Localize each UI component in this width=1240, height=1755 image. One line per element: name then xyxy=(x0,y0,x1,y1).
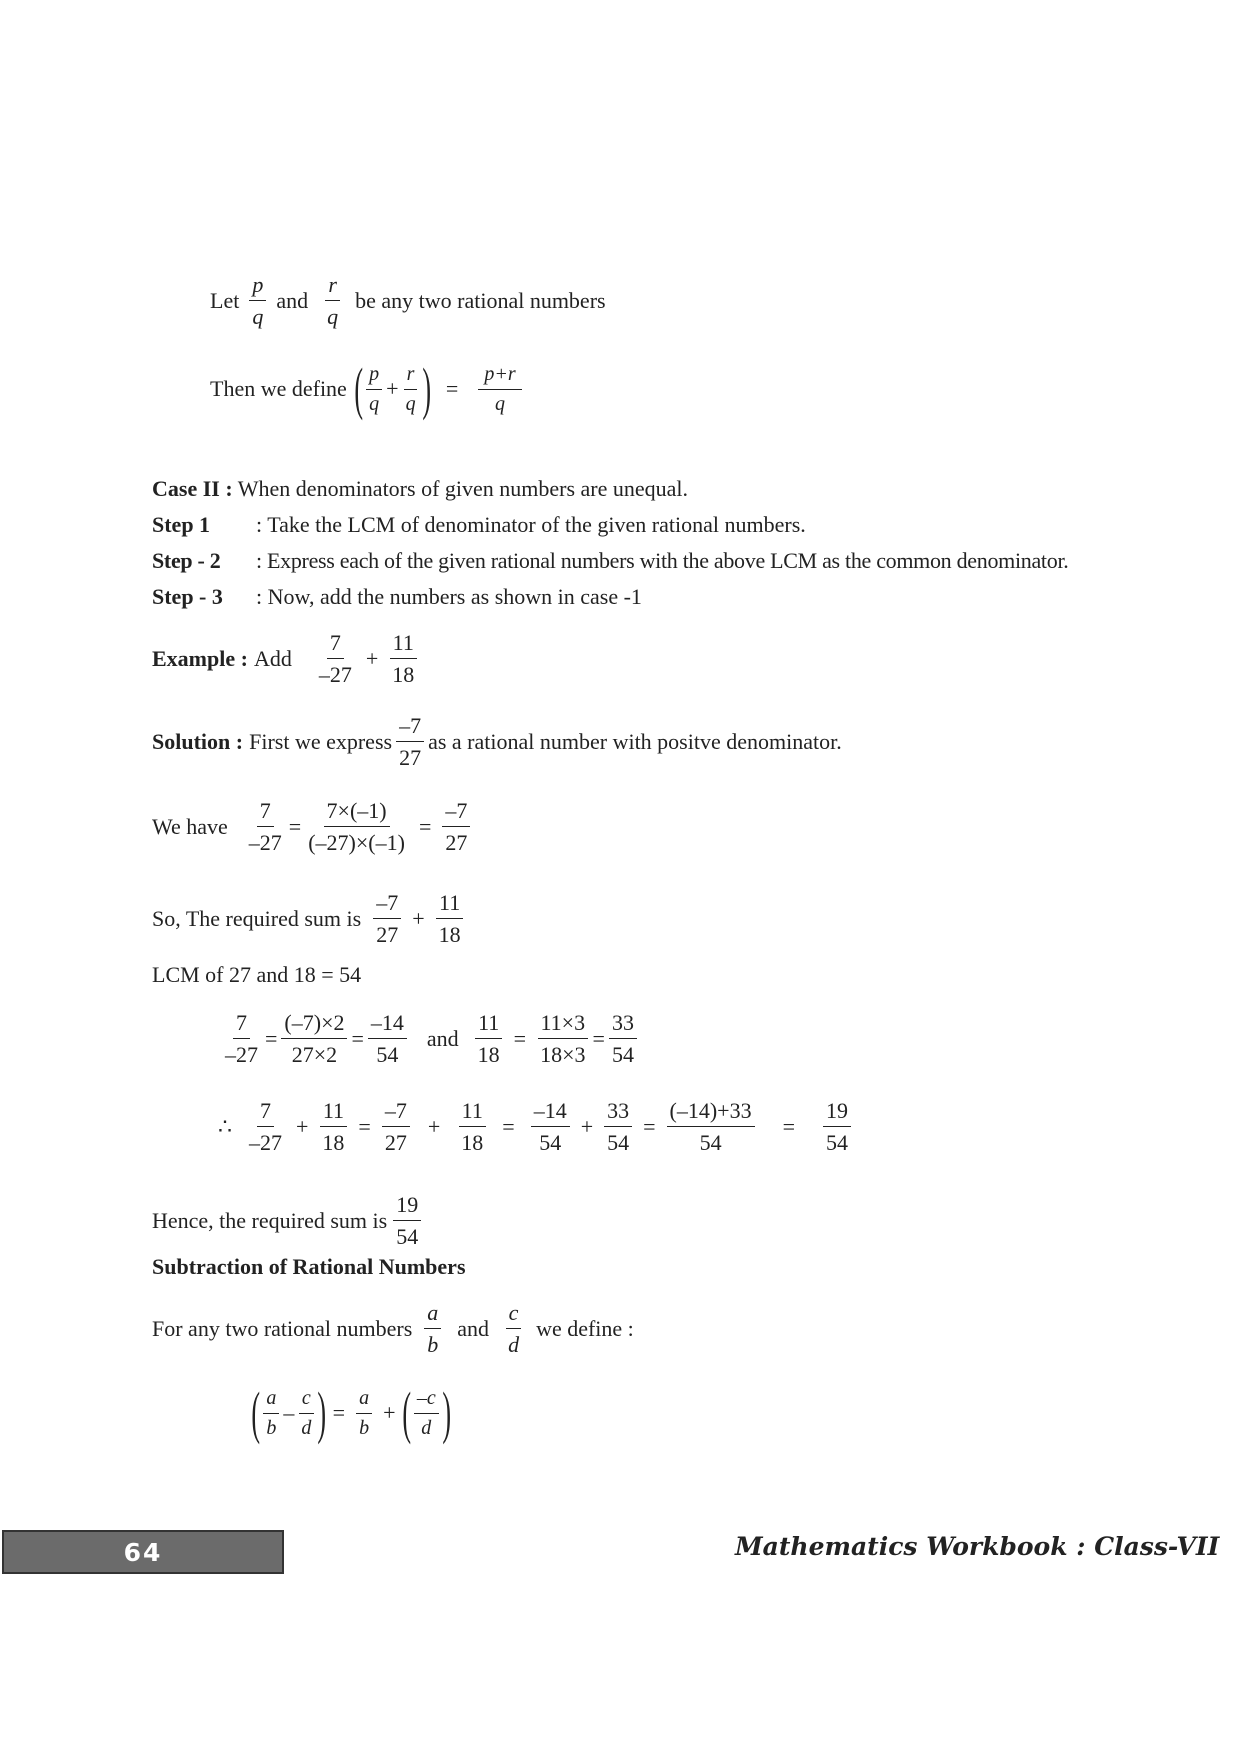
step-2: Step - 2 : Express each of the given rational numbers with the above LCM as the common denominator. xyxy=(152,548,1069,573)
fraction: $\frac{33}{54}$ xyxy=(604,1098,632,1156)
fraction: $\frac{-7}{27}$ xyxy=(396,713,424,771)
fraction-p-plus-r-over-q: $\frac{p+r}{q}$ xyxy=(478,363,521,416)
fraction: $\frac{7}{-27}$ xyxy=(248,798,282,856)
fraction: $\frac{11}{18}$ xyxy=(458,1098,486,1156)
fraction: $\frac{33}{54}$ xyxy=(609,1010,637,1068)
required-sum-line: So, The required sum is $\frac{-7}{27}$ + $\frac{11}{18}$ xyxy=(152,890,468,948)
book-title: Mathematics Workbook : Class-VII xyxy=(735,1532,1220,1561)
fraction-r-over-q: $\frac{r}{q}$ xyxy=(405,362,416,415)
intro-tail: be any two rational numbers xyxy=(355,287,606,313)
right-paren: ) xyxy=(421,356,431,421)
then-text: Then we define xyxy=(210,376,347,401)
fraction: $\frac{-7}{27}$ xyxy=(373,890,401,948)
fraction-c-over-d: $\frac{c}{d}$ xyxy=(298,1387,314,1440)
fraction-p-over-q: $\frac{p}{q}$ xyxy=(366,363,382,416)
step-3: Step - 3 : Now, add the numbers as shown in case -1 xyxy=(152,584,642,609)
hence-line: Hence, the required sum is $\frac{19}{54}$ xyxy=(152,1192,425,1250)
solution-line: Solution : First we express $\frac{-7}{27}$ as a rational number with positve denominator. xyxy=(152,713,842,771)
page-number: 64 xyxy=(123,1537,163,1567)
fraction-a-over-b: $\frac{a}{b}$ xyxy=(424,1300,441,1358)
solution-label: Solution : xyxy=(152,728,244,754)
right-paren: ) xyxy=(442,1380,451,1445)
fraction: $\frac{11\times 3}{18\times 3}$ xyxy=(537,1010,588,1068)
fraction-neg-c-over-d: $\frac{-c}{d}$ xyxy=(414,1387,439,1440)
example-text: Add xyxy=(253,645,292,671)
fraction: $\frac{7\times(-1)}{(-27)\times(-1)}$ xyxy=(308,798,405,856)
fraction-r-over-q: $\frac{r}{q}$ xyxy=(327,272,339,330)
step-1: Step 1 : Take the LCM of denominator of the given rational numbers. xyxy=(152,512,806,537)
fraction: $\frac{-14}{54}$ xyxy=(368,1010,407,1068)
plus-sign: + xyxy=(386,376,399,401)
fraction-p-over-q: $\frac{p}{q}$ xyxy=(249,272,266,330)
case2-heading: Case II : xyxy=(152,476,233,501)
page-number-bar xyxy=(2,1530,284,1574)
subtraction-definition: ( $\frac{a}{b}$ – $\frac{c}{d}$ ) = $\frac{a}{b}$ + ( $\frac{-c}{d}$ ) xyxy=(251,1380,451,1445)
fraction-a-over-b: $\frac{a}{b}$ xyxy=(263,1387,279,1440)
fraction: $\frac{-7}{27}$ xyxy=(382,1098,410,1156)
fraction: $\frac{-7}{27}$ xyxy=(442,798,470,856)
fraction: $\frac{-14}{54}$ xyxy=(531,1098,570,1156)
left-paren: ( xyxy=(354,356,363,421)
let-text: Let xyxy=(210,287,240,313)
case2-line xyxy=(152,476,688,502)
we-have-line: We have $\frac{7}{-27}$ = $\frac{7\times(-1)}{(-27)\times(-1)}$ = $\frac{-7}{27}$ xyxy=(152,798,474,856)
fraction: $\frac{11}{18}$ xyxy=(475,1010,503,1068)
fraction: $\frac{19}{54}$ xyxy=(823,1098,851,1156)
equals-sign: = xyxy=(445,376,459,401)
therefore-symbol: ∴ xyxy=(218,1113,232,1139)
left-paren: ( xyxy=(251,1380,261,1445)
fraction: $\frac{11}{18}$ xyxy=(319,1098,347,1156)
definition-line xyxy=(210,356,526,421)
fraction: $\frac{(-7)\times 2}{27\times 2}$ xyxy=(281,1010,347,1068)
lcm-line: LCM of 27 and 18 = 54 xyxy=(152,962,362,987)
example-line: Example : Add $\frac{7}{-27}$ + $\frac{11}{18}$ xyxy=(152,630,421,688)
left-paren: ( xyxy=(401,1380,411,1445)
fraction: $\frac{7}{-27}$ xyxy=(225,1010,258,1068)
and-text: and xyxy=(276,287,309,313)
subtraction-heading: Subtraction of Rational Numbers xyxy=(152,1254,466,1279)
right-paren: ) xyxy=(317,1380,327,1445)
conversion-line: $\frac{7}{-27}$ = $\frac{(-7)\times 2}{27\times 2}$ = $\frac{-14}{54}$ and $\frac{11}{18}$ = $\frac{11\times 3}{18\times 3}$ = $\frac{33}{54}$ xyxy=(218,1010,641,1068)
fraction: $\frac{7}{-27}$ xyxy=(249,1098,282,1156)
fraction-c-over-d: $\frac{c}{d}$ xyxy=(505,1300,522,1358)
fraction: $\frac{19}{54}$ xyxy=(393,1192,421,1250)
therefore-line: ∴ $\frac{7}{-27}$ + $\frac{11}{18}$ = $\frac{-7}{27}$ + $\frac{11}{18}$ = $\frac{-14}{54}$ + $\frac{33}{54}$ = $\frac{(-14)+33}{54}$ = $\frac{19}{54}$ xyxy=(218,1098,855,1156)
fraction-a-over-b: $\frac{a}{b}$ xyxy=(356,1387,372,1440)
subtraction-intro-line: For any two rational numbers $\frac{a}{b}$ and $\frac{c}{d}$ we define : xyxy=(152,1300,634,1358)
example-label: Example : xyxy=(152,645,248,671)
fraction: $\frac{(-14)+33}{54}$ xyxy=(667,1098,755,1156)
intro-line xyxy=(210,272,606,330)
case2-text: When denominators of given numbers are unequal. xyxy=(237,476,689,501)
fraction: $\frac{11}{18}$ xyxy=(389,630,417,688)
fraction: $\frac{7}{-27}$ xyxy=(318,630,352,688)
fraction: $\frac{11}{18}$ xyxy=(436,890,464,948)
